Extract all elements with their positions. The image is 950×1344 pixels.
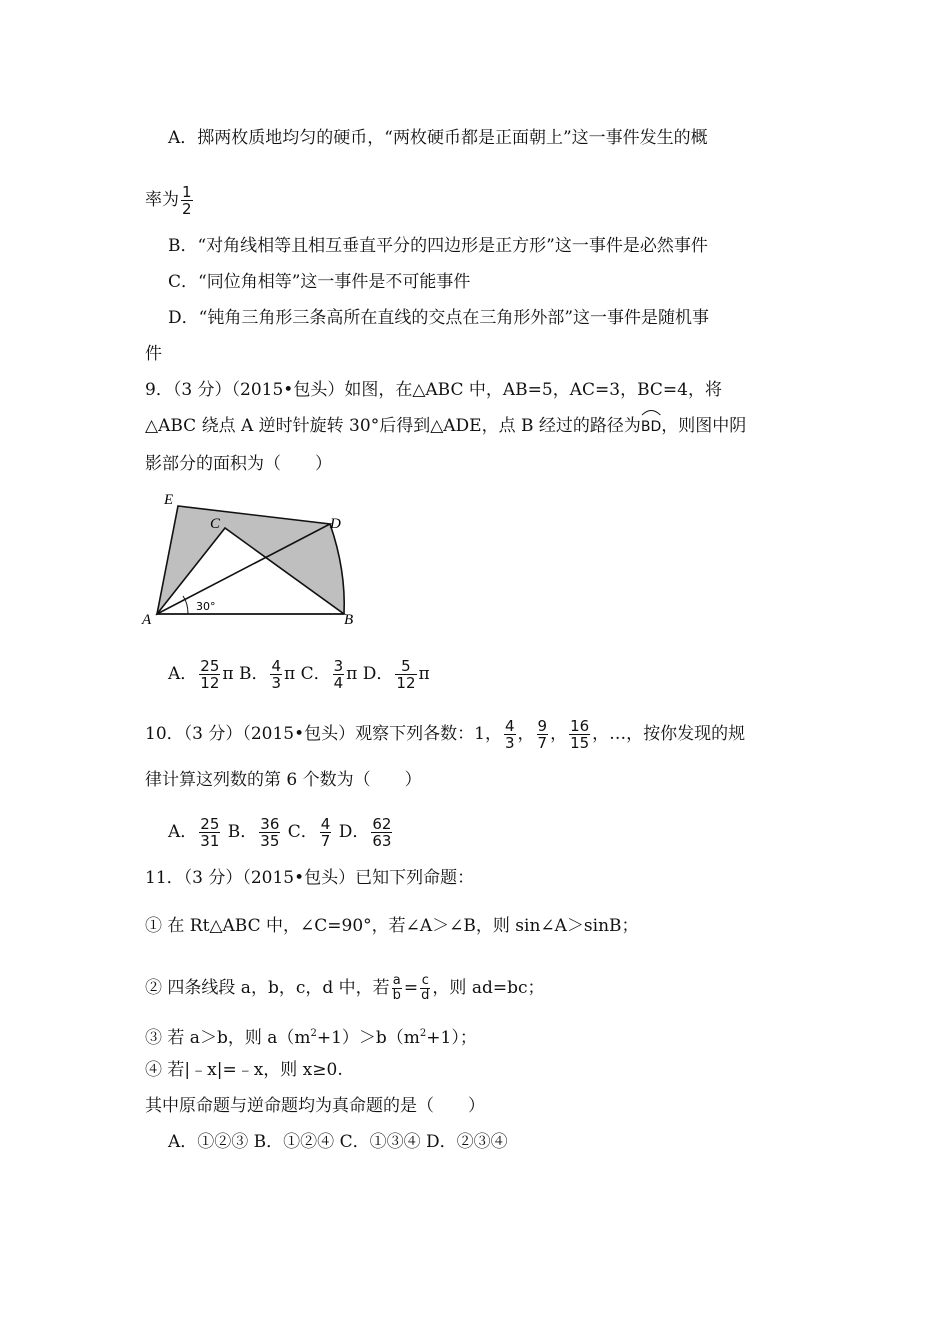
q8-option-a-line2 xyxy=(145,184,195,217)
q11-proposition-1: ① 在 Rt△ABC 中，∠C=90°，若∠A＞∠B，则 sin∠A＞sinB； xyxy=(145,916,639,936)
q11-p2-suffix: ，则 ad=bc； xyxy=(432,978,545,998)
q9-line2-prefix: △ABC 绕点 A 逆时针旋转 30°后得到△ADE，点 B 经过的路径为 xyxy=(145,416,641,436)
q8-option-c: C．“同位角相等”这一事件是不可能事件 xyxy=(168,272,471,292)
q9-figure xyxy=(140,490,370,630)
q8-option-a-fraction xyxy=(181,184,193,217)
fraction-denominator: 4 xyxy=(333,674,344,692)
pi-symbol: π xyxy=(222,664,234,684)
q11-proposition-2 xyxy=(145,974,545,1003)
q9-options xyxy=(168,658,430,691)
q10-seq-fraction-2 xyxy=(537,718,549,751)
q9-option-d xyxy=(362,657,430,692)
fraction-denominator: 63 xyxy=(372,832,392,850)
fraction-denominator: 12 xyxy=(396,674,416,692)
q8-option-b: B．“对角线相等且相互垂直平分的四边形是正方形”这一事件是必然事件 xyxy=(168,236,708,256)
fraction-numerator: c xyxy=(421,973,429,988)
q10-line1-suffix: ，…，按你发现的规 xyxy=(592,724,746,744)
option-fraction xyxy=(333,658,345,691)
q9-line3: 影部分的面积为（ ） xyxy=(145,454,332,474)
option-label: D． xyxy=(362,664,394,684)
q9-option-b xyxy=(238,657,296,692)
fraction-denominator: 3 xyxy=(504,734,515,752)
q9-arc-bd xyxy=(641,414,661,439)
pi-symbol: π xyxy=(418,664,430,684)
option-fraction xyxy=(259,816,280,849)
arc-icon xyxy=(641,408,661,416)
pi-symbol: π xyxy=(346,664,358,684)
fraction-numerator: a xyxy=(392,973,401,988)
q11-p2-fraction-1 xyxy=(392,974,402,1003)
q11-p3-part-a: ③ 若 a＞b，则 a（m xyxy=(145,1028,311,1048)
fraction-numerator: 5 xyxy=(401,657,411,675)
q10-option-d xyxy=(338,815,395,850)
q9-line2 xyxy=(145,414,746,439)
fraction-numerator: 4 xyxy=(320,815,331,833)
fraction-numerator: 3 xyxy=(333,657,344,675)
q9-arc-text: BD xyxy=(640,419,662,435)
q9-line2-suffix: ，则图中阴 xyxy=(661,416,747,436)
label-angle: 30° xyxy=(196,600,216,613)
q9-line1: 9．（3 分）（2015•包头）如图，在△ABC 中，AB=5，AC=3，BC=4，将 xyxy=(145,380,722,400)
label-d: D xyxy=(330,516,341,532)
q10-line1: 10．（3 分）（2015•包头）观察下列各数：1， $\frac{4}{3}$ ， $\frac{9}{7}$ ， $\frac{16}{15}$ ，…，按你发现的规 xyxy=(145,717,746,752)
q11-p3-part-b: +1）＞b（m xyxy=(316,1028,420,1048)
fraction-denominator: 31 xyxy=(200,832,220,850)
q11-line1: 11．（3 分）（2015•包头）已知下列命题： xyxy=(145,868,475,888)
option-fraction xyxy=(371,816,392,849)
q10-option-c xyxy=(287,815,334,850)
fraction-denominator: 2 xyxy=(182,200,192,218)
fraction-numerator: 1 xyxy=(182,183,192,201)
q11-proposition-3 xyxy=(145,1022,477,1050)
superscript: 2 xyxy=(310,1028,317,1039)
q10-option-a xyxy=(168,815,222,850)
fraction-numerator: 62 xyxy=(372,815,392,833)
fraction-numerator: 25 xyxy=(200,815,220,833)
q8-option-a-line1: A．掷两枚质地均匀的硬币，“两枚硬币都是正面朝上”这一事件发生的概 xyxy=(168,128,708,148)
q11-ask: 其中原命题与逆命题均为真命题的是（ ） xyxy=(145,1096,485,1116)
q9-option-a xyxy=(168,657,234,692)
q11-p2-fraction-2 xyxy=(420,974,430,1003)
q10-options xyxy=(168,816,394,849)
option-label: B． xyxy=(238,664,269,684)
fraction-denominator: 12 xyxy=(200,674,220,692)
option-fraction xyxy=(270,658,282,691)
q9-option-c xyxy=(300,657,358,692)
label-e: E xyxy=(164,492,174,508)
q10-seq-fraction-3 xyxy=(569,718,590,751)
q10-option-b xyxy=(227,815,283,850)
q10-seq-fraction-1 xyxy=(504,718,516,751)
label-b: B xyxy=(344,612,354,628)
fraction-numerator: 4 xyxy=(504,717,515,735)
fraction-numerator: 25 xyxy=(200,657,220,675)
option-label: D． xyxy=(338,822,370,842)
option-fraction xyxy=(199,658,220,691)
equals-sign: = xyxy=(403,978,419,998)
fraction-denominator: 3 xyxy=(271,674,282,692)
fraction-denominator: 7 xyxy=(537,734,548,752)
fraction-denominator: 35 xyxy=(260,832,280,850)
fraction-numerator: 4 xyxy=(271,657,282,675)
option-label: B． xyxy=(227,822,258,842)
option-fraction xyxy=(320,816,332,849)
fraction-numerator: 36 xyxy=(260,815,280,833)
option-label: C． xyxy=(287,822,318,842)
fraction-denominator: b xyxy=(392,988,401,1003)
q11-p2-prefix: ② 四条线段 a，b，c，d 中，若 xyxy=(145,978,390,998)
option-fraction xyxy=(395,658,416,691)
option-label: A． xyxy=(168,664,198,684)
fraction-denominator: 7 xyxy=(320,832,331,850)
option-label: A． xyxy=(168,822,198,842)
fraction-denominator: d xyxy=(421,988,430,1003)
label-c: C xyxy=(210,516,221,532)
q8-option-a-prefix: 率为 xyxy=(145,190,179,210)
q11-options: A．①②③ B．①②④ C．①③④ D．②③④ xyxy=(168,1132,508,1152)
q11-p3-part-c: +1）； xyxy=(426,1028,477,1048)
fraction-numerator: 16 xyxy=(570,717,590,735)
fraction-denominator: 15 xyxy=(570,734,590,752)
option-fraction xyxy=(199,816,220,849)
q10-line2: 律计算这列数的第 6 个数为（ ） xyxy=(145,770,422,790)
pi-symbol: π xyxy=(284,664,296,684)
q8-option-d-line1: D．“钝角三角形三条高所在直线的交点在三角形外部”这一事件是随机事 xyxy=(168,308,710,328)
label-a: A xyxy=(142,612,152,628)
q8-option-d-line2: 件 xyxy=(145,344,162,364)
q11-proposition-4: ④ 若|﹣x|=﹣x，则 x≥0. xyxy=(145,1060,343,1080)
fraction-numerator: 9 xyxy=(537,717,548,735)
option-label: C． xyxy=(300,664,331,684)
superscript: 2 xyxy=(419,1028,427,1039)
q10-line1-prefix: 10．（3 分）（2015•包头）观察下列各数：1， xyxy=(145,724,502,744)
